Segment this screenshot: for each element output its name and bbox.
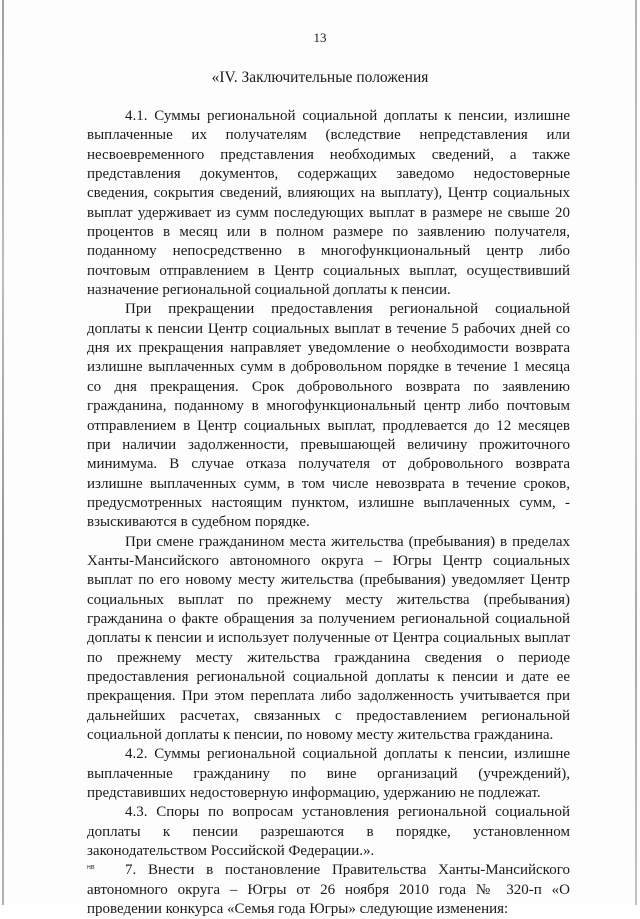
scan-edge-left xyxy=(2,0,4,905)
paragraph-4-2: 4.2. Суммы региональной социальной доплаты к пенсии, излишне выплаченные гражданину по вине организаций (учреждений), представивших недостоверную информацию, удержанию не подлежат. xyxy=(87,746,570,802)
body-text xyxy=(87,107,570,919)
paragraph-residence-change: При смене гражданином места жительства (пребывания) в пределах Ханты-Мансийского автономного округа – Югры Центр социальных выплат по его новому месту жительства (пребывания) уведомляет Центр социальных выплат по прежнему месту жительства (пребывания) гражданина о факте обращения за получением региональной социальной доплаты к пенсии и использует полученные от Центра социальных выплат по прежнему месту жительства гражданина сведения о периоде предоставления региональной социальной доплаты к пенсии и дате ее прекращения. При этом переплата либо задолженность учитывается при дальнейших расчетах, связанных с предоставлением региональной социальной доплаты к пенсии, по новому месту жительства гражданина. xyxy=(87,533,570,743)
paragraph-4-1: 4.1. Суммы региональной социальной доплаты к пенсии, излишне выплаченные их получателям (вследствие непредставления или несвоевременного представления необходимых сведений, а также представления документов, содержащих заведомо недостоверные сведения, сокрытия сведений, влияющих на выплату), Центр социальных выплат удерживает из сумм последующих выплат в размере не свыше 20 процентов в месяц или в полном размере по заявлению получателя, поданному непосредственно в многофункциональный центр либо почтовым отправлением в Центр социальных выплат, осуществивший назначение региональной социальной доплаты к пенсии. xyxy=(87,108,570,299)
footer-initials: нв xyxy=(87,864,95,871)
section-title: «IV. Заключительные положения xyxy=(211,69,429,86)
page-number: 13 xyxy=(313,30,327,45)
paragraph-termination: При прекращении предоставления региональной социальной доплаты к пенсии Центр социальных выплат в течение 5 рабочих дней со дня их прекращения направляет уведомление о необходимости возврата излишне выплаченных сумм в добровольном порядке в течение 1 месяца со дня прекращения. Срок добровольного возврата по заявлению гражданина, поданному в многофункциональный центр либо почтовым отправлением в Центр социальных выплат, продлевается до 12 месяцев при наличии задолженности, превышающей величину прожиточного минимума. В случае отказа получателя от добровольного возврата излишне выплаченных сумм, в том числе невозврата в течение сроков, предусмотренных настоящим пунктом, излишне выплаченных сумм, - взыскиваются в судебном порядке. xyxy=(87,301,570,531)
paragraph-4-3: 4.3. Споры по вопросам установления региональной социальной доплаты к пенсии разрешаются в порядке, установленном законодательством Российской Федерации.». xyxy=(87,804,570,860)
scan-edge-right xyxy=(635,0,637,905)
paragraph-7: 7. Внести в постановление Правительства Ханты-Мансийского автономного округа – Югры от 26 ноября 2010 года № 320-п «О проведении конкурса «Семья года Югры» следующие изменения: xyxy=(87,862,570,918)
